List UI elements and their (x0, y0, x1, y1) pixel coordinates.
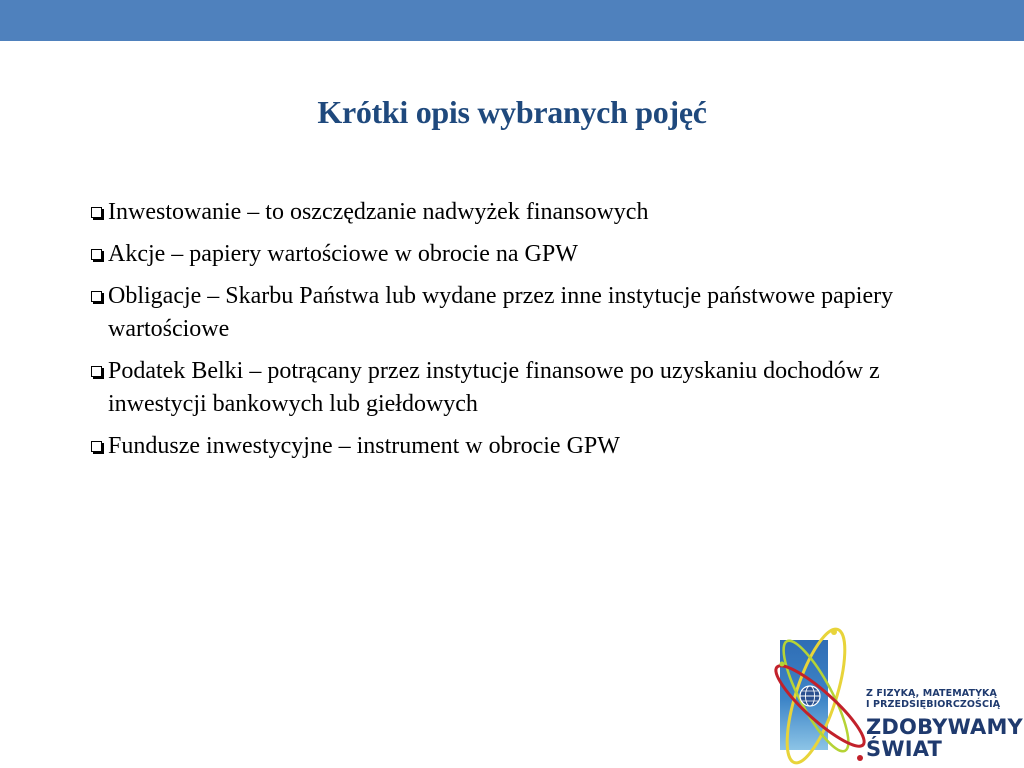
square-bullet-icon (91, 366, 102, 377)
bullet-item (89, 238, 909, 271)
top-accent-bar (0, 0, 1024, 41)
square-bullet-icon (91, 291, 102, 302)
square-bullet-icon (91, 441, 102, 452)
bullet-text: Akcje – papiery wartościowe w obrocie na GPW (108, 241, 578, 267)
bullet-item (89, 196, 909, 229)
logo-line-3: ZDOBYWAMY (866, 715, 1023, 739)
bullet-text: Obligacje – Skarbu Państwa lub wydane przez inne instytucje państwowe papiery wartościowe (108, 283, 894, 342)
square-bullet-icon (91, 207, 102, 218)
bullet-text: Podatek Belki – potrącany przez instytucje finansowe po uzyskaniu dochodów z inwestycji bankowych lub giełdowych (108, 358, 880, 417)
slide-title: Krótki opis wybranych pojęć (317, 94, 707, 130)
logo-caption (866, 688, 1023, 760)
bullet-item (89, 280, 909, 346)
bullet-text: Inwestowanie – to oszczędzanie nadwyżek finansowych (108, 199, 649, 225)
square-bullet-icon (91, 249, 102, 260)
bullet-item (89, 430, 909, 463)
logo-line-4: ŚWIAT (866, 737, 943, 761)
logo-line-2: I PRZEDSIĘBIORCZOŚCIĄ (866, 699, 1001, 710)
logo-line-1: Z FIZYKĄ, MATEMATYKĄ (866, 688, 997, 699)
bullet-list (89, 196, 909, 472)
bullet-text: Fundusze inwestycyjne – instrument w obrocie GPW (108, 433, 620, 459)
bullet-item (89, 355, 909, 421)
